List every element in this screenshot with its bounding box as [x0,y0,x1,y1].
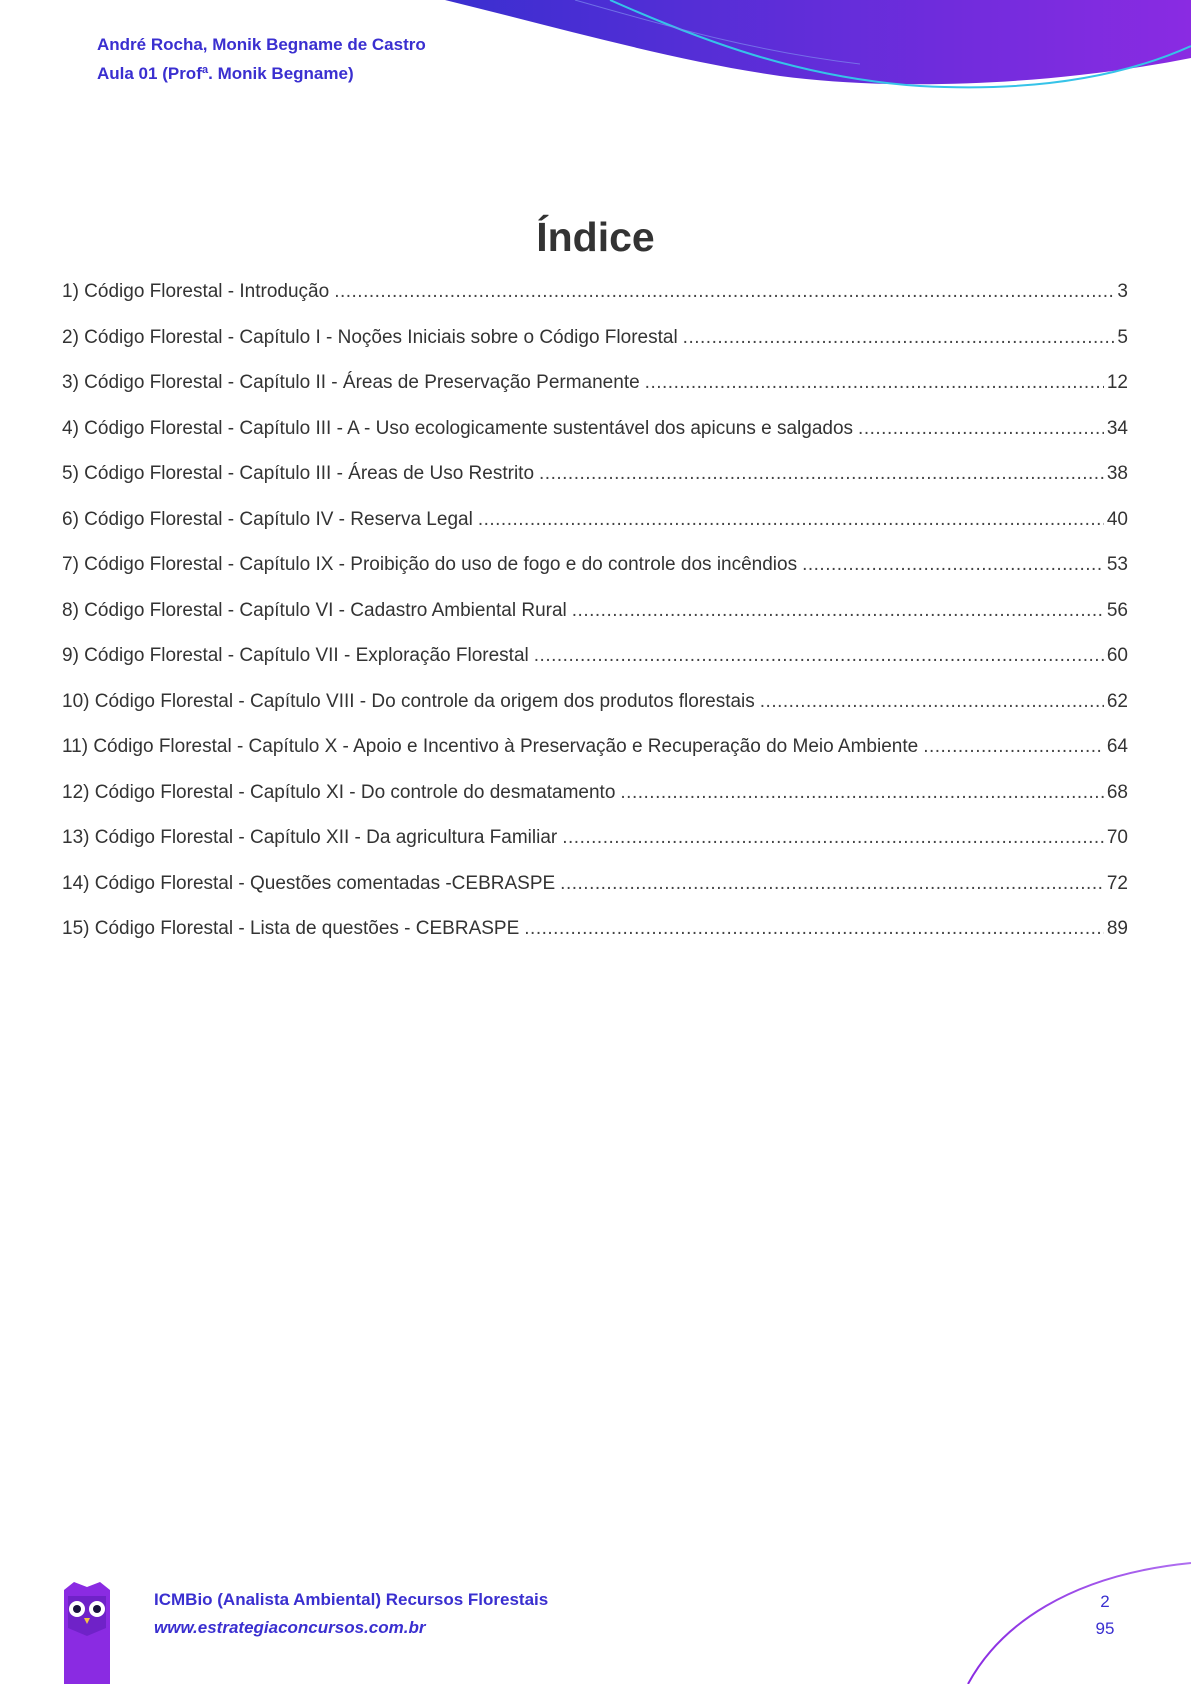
header [97,30,426,88]
toc-entry-page: 38 [1106,463,1128,484]
toc-entry-page: 72 [1106,872,1128,894]
toc-entry-title: 3) Código Florestal - Capítulo II - Áreas de Preservação Permanente [62,372,640,393]
toc-entry[interactable] [62,509,1128,555]
toc-leader-dots [802,554,1104,576]
toc-leader-dots [923,736,1104,758]
toc-leader-dots [683,327,1115,349]
toc-entry[interactable] [62,645,1128,691]
toc-entry-page: 64 [1106,736,1128,757]
toc-leader-dots [478,509,1104,531]
header-authors: André Rocha, Monik Begname de Castro [97,35,426,54]
toc-leader-dots [534,645,1104,667]
toc-entry-page: 68 [1106,781,1128,803]
header-lesson: Aula 01 (Profª. Monik Begname) [97,64,354,83]
toc-leader-dots [858,418,1104,440]
toc-leader-dots [562,827,1104,849]
toc-entry-title: 11) Código Florestal - Capítulo X - Apoio e Incentivo à Preservação e Recuperação do Meio Ambiente [62,736,919,757]
toc-entry-page: 12 [1106,372,1128,393]
toc-entry-title: 4) Código Florestal - Capítulo III - A - Uso ecologicamente sustentável dos apicuns e salgados [62,417,854,439]
toc-entry-title: 9) Código Florestal - Capítulo VII - Exploração Florestal [62,645,529,666]
toc-entry[interactable] [62,782,1128,828]
toc-entry-page: 3 [1117,281,1128,302]
toc-entry-page: 60 [1106,645,1128,666]
toc-entry-title: 12) Código Florestal - Capítulo XI - Do controle do desmatamento [62,781,616,803]
toc-entry[interactable] [62,600,1128,646]
toc-leader-dots [524,918,1104,940]
owl-logo-icon [60,1578,114,1684]
page-total: 95 [1095,1619,1115,1638]
toc-entry[interactable] [62,827,1128,873]
toc-entry-page: 5 [1117,326,1128,348]
page-title: Índice [536,214,655,260]
toc-entry[interactable] [62,918,1128,964]
table-of-contents [62,281,1128,964]
toc-leader-dots [760,691,1104,713]
page-current: 2 [1100,1592,1110,1611]
toc-entry-title: 5) Código Florestal - Capítulo III - Áreas de Uso Restrito [62,463,535,484]
toc-entry-title: 13) Código Florestal - Capítulo XII - Da agricultura Familiar [62,827,558,848]
toc-entry-page: 56 [1106,599,1128,621]
toc-entry-title: 7) Código Florestal - Capítulo IX - Proibição do uso de fogo e do controle dos incêndios [62,554,798,575]
toc-leader-dots [620,782,1103,804]
toc-entry-title: 1) Código Florestal - Introdução [62,281,330,302]
toc-entry[interactable] [62,327,1128,373]
footer [154,1586,548,1642]
toc-entry-title: 2) Código Florestal - Capítulo I - Noções Iniciais sobre o Código Florestal [62,326,678,348]
toc-entry[interactable] [62,281,1128,327]
toc-entry[interactable] [62,691,1128,737]
toc-entry-page: 62 [1106,690,1128,712]
toc-entry[interactable] [62,873,1128,919]
toc-entry-page: 89 [1106,918,1128,939]
toc-entry-title: 10) Código Florestal - Capítulo VIII - Do controle da origem dos produtos florestais [62,690,755,712]
toc-leader-dots [572,600,1104,622]
toc-leader-dots [334,281,1114,303]
toc-entry[interactable] [62,418,1128,464]
toc-entry-title: 14) Código Florestal - Questões comentadas -CEBRASPE [62,872,556,894]
toc-entry-page: 53 [1106,554,1128,575]
toc-entry[interactable] [62,463,1128,509]
footer-website-link[interactable]: www.estrategiaconcursos.com.br [154,1618,426,1637]
toc-entry-title: 6) Código Florestal - Capítulo IV - Reserva Legal [62,508,473,530]
toc-entry-page: 70 [1106,827,1128,848]
footer-wave-decoration [950,1555,1191,1684]
toc-leader-dots [539,463,1104,485]
toc-entry[interactable] [62,736,1128,782]
toc-entry-page: 34 [1106,417,1128,439]
toc-entry[interactable] [62,554,1128,600]
footer-course-name: ICMBio (Analista Ambiental) Recursos Florestais [154,1590,549,1609]
toc-entry-title: 8) Código Florestal - Capítulo VI - Cadastro Ambiental Rural [62,599,567,621]
toc-leader-dots [645,372,1104,394]
toc-entry-page: 40 [1106,508,1128,530]
toc-leader-dots [560,873,1104,895]
toc-entry[interactable] [62,372,1128,418]
toc-entry-title: 15) Código Florestal - Lista de questões - CEBRASPE [62,918,520,939]
